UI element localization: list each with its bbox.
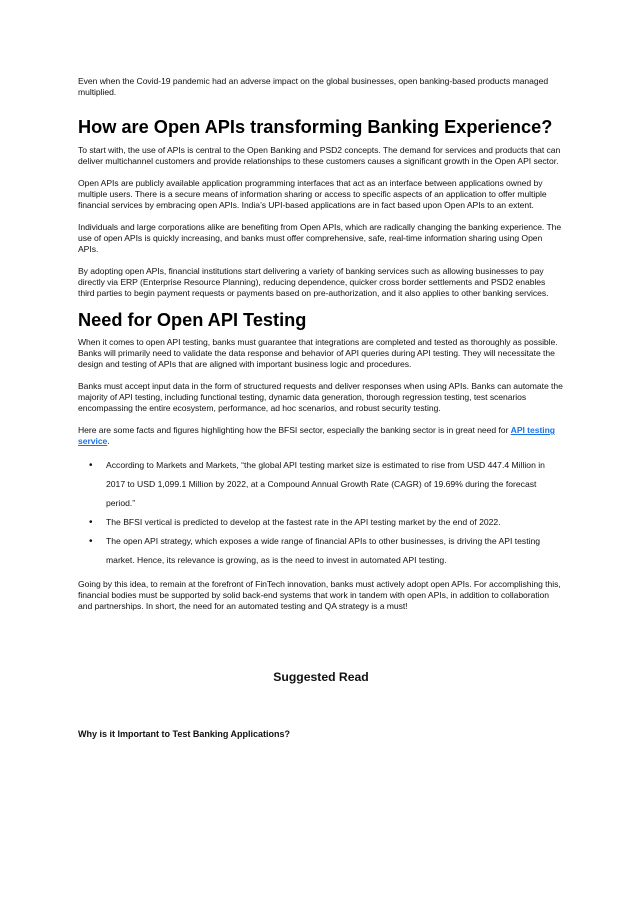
bullet-icon: • (89, 536, 93, 547)
bullet-text-2: The BFSI vertical is predicted to develop at the fastest rate in the API testing market by the end of 2022. (106, 517, 501, 527)
bullet-text-1: According to Markets and Markets, “the global API testing market size is estimated to rise from USD 447.4 Million in 2017 to USD 1,099.1 Million by 2022, at a Compound Annual Growth Rate (CAGR) of 19.69% during the forecast period.” (106, 460, 545, 508)
s2-paragraph-2: Banks must accept input data in the form of structured requests and deliver responses when using APIs. Banks can automate the majority of API testing, including functional testing, dynamic data generation, thorough regression testing, test scenarios encompassing the entire ecosystem, performance, ad hoc scenarios, and robust security testing. (78, 381, 563, 413)
heading-open-apis: How are Open APIs transforming Banking Experience? (78, 117, 553, 137)
intro-paragraph: Even when the Covid-19 pandemic had an adverse impact on the global businesses, open banking-based products managed multiplied. (78, 76, 549, 97)
suggested-read-heading: Suggested Read (273, 670, 369, 684)
facts-end: . (107, 436, 110, 446)
closing-paragraph: Going by this idea, to remain at the forefront of FinTech innovation, banks must actively adopt open APIs. For accomplishing this, financial bodies must be supported by solid back-end systems that work in tandem with open APIs, in addition to collaboration and partnerships. In short, the need for an automated testing and QA strategy is a must! (78, 579, 561, 611)
list-item (78, 513, 564, 532)
s1-paragraph-1: To start with, the use of APIs is central to the Open Banking and PSD2 concepts. The demand for services and products that can deliver multichannel customers and provide relationships to these customers causes a significant growth in the Open API sector. (78, 145, 561, 166)
facts-list (78, 456, 564, 570)
list-item (78, 456, 564, 513)
bullet-text-3: The open API strategy, which exposes a wide range of financial APIs to other businesses, is driving the API testing market. Hence, its relevance is growing, as is the need to invest in automated API testing. (106, 536, 541, 565)
api-testing-service-link[interactable]: API testing service (78, 425, 556, 446)
facts-paragraph (78, 425, 564, 447)
bullet-icon: • (89, 460, 93, 471)
list-item (78, 532, 564, 570)
facts-text: Here are some facts and figures highlighting how the BFSI sector, especially the banking sector is in great need for (78, 425, 511, 435)
s1-paragraph-4: By adopting open APIs, financial institutions start delivering a variety of banking services such as allowing businesses to pay directly via ERP (Enterprise Resource Planning), reducing dependence, quicker cross border settlements and PSD2 enables third parties to begin payment requests or payments based on pre-authorization, and it also applies to other banking services. (78, 266, 549, 298)
suggested-article-title[interactable]: Why is it Important to Test Banking Applications? (78, 729, 291, 739)
bullet-icon: • (89, 517, 93, 528)
document-page (78, 76, 564, 739)
heading-api-testing: Need for Open API Testing (78, 310, 307, 330)
s2-paragraph-1: When it comes to open API testing, banks must guarantee that integrations are completed and tested as thoroughly as possible. Banks will primarily need to validate the data response and behavior of API queries during API testing. They will necessitate the design and testing of APIs that are aligned with important business logic and procedures. (78, 337, 558, 369)
s1-paragraph-2: Open APIs are publicly available application programming interfaces that act as an interface between applications owned by multiple users. There is a secure means of information sharing or access to specific aspects of an application to offer multiple financial services by embracing open APIs. India’s UPI-based applications are in fact based upon Open APIs to an extent. (78, 178, 547, 210)
s1-paragraph-3: Individuals and large corporations alike are benefiting from Open APIs, which are radically changing the banking experience. The use of open APIs is quickly increasing, and banks must offer comprehensive, safe, real-time information sharing using Open APIs. (78, 222, 562, 254)
